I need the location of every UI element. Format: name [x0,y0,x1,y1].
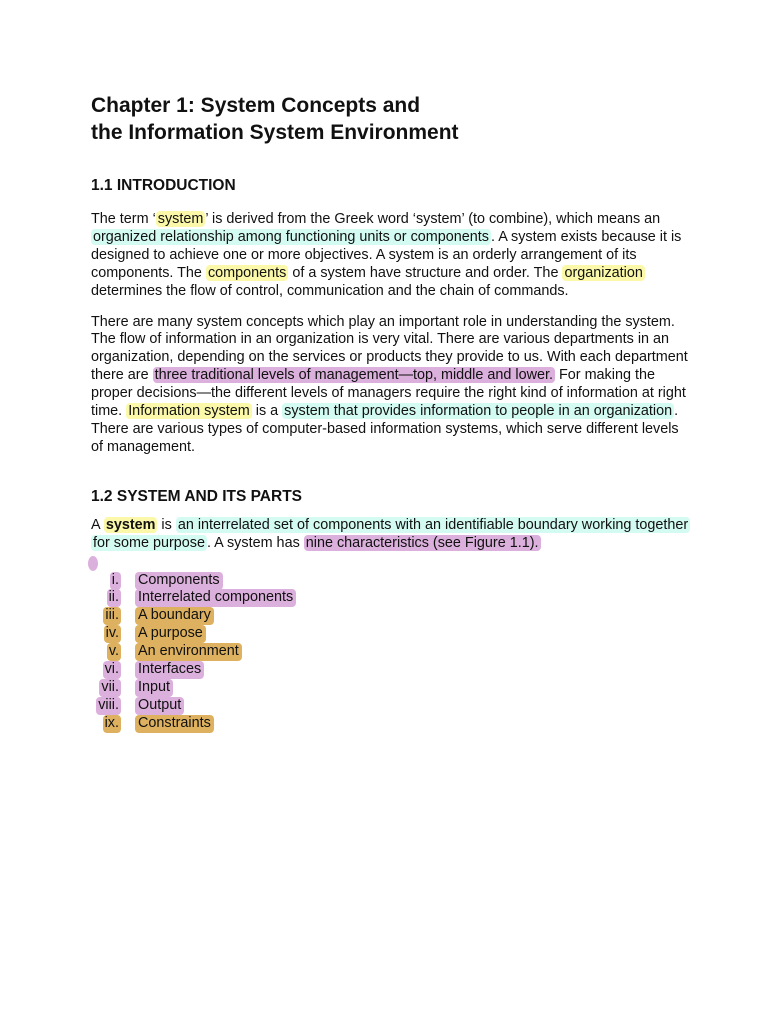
text-run: of a system have structure and order. The [288,264,563,281]
list-item-text: Constraints [135,715,214,733]
intro-paragraph-2 [91,314,690,457]
highlight-yellow: components [207,264,287,281]
text-run: . A system has [206,534,304,551]
list-item [91,589,690,607]
chapter-title-line-1: Chapter 1: System Concepts and [91,94,421,117]
list-numeral: vii. [101,678,119,695]
list-numeral-cell [91,625,121,643]
list-item [91,607,690,625]
list-item [91,661,690,679]
list-item [91,625,690,643]
list-item-text: Output [135,697,184,715]
list-numeral: ii. [108,589,119,606]
list-numeral-cell [91,572,121,590]
list-item-text: A purpose [135,625,206,643]
list-item-text: Interfaces [135,661,204,679]
list-numeral: viii. [98,696,119,713]
list-item-text: An environment [135,643,242,661]
chapter-title-line-2: the Information System Environment [91,121,459,144]
list-numeral-cell [91,643,121,661]
list-numeral-cell [91,589,121,607]
text-run: . There are various types of computer-based information systems, which serve different levels of management. [91,403,679,455]
list-numeral: iii. [105,607,119,624]
section-heading-introduction: 1.1 INTRODUCTION [91,177,236,194]
text-run: determines the flow of control, communication and the chain of commands. [91,282,569,299]
text-run: . A system exists because it is designed to achieve one or more objectives. A system is an orderly arrangement of its components. The [91,228,682,281]
list-item [91,572,690,590]
list-numeral-cell [91,697,121,715]
highlight-cyan: system that provides information to people in an organization [284,403,673,420]
stray-highlight-mark [88,556,98,571]
highlight-purple: three traditional levels of management—top, middle and lower. [154,367,553,384]
list-item-text: A boundary [135,607,214,625]
list-numeral-cell [91,679,121,697]
highlight-yellow-bold: system [105,516,156,533]
list-item [91,643,690,661]
text-run: A [91,516,104,533]
list-numeral: vi. [104,661,119,678]
text-run: The term ‘ [91,211,156,227]
text-run: There are many system concepts which play an important role in understanding the system. The flow of information in an organization is very vital. There are various departments in an organization, depending on the services or products they provide to us. With each department there are [91,313,688,384]
list-item [91,679,690,697]
highlight-yellow: system [157,211,204,227]
list-item [91,715,690,733]
text-run: ’ is derived from the Greek word ‘system’ (to combine), which means an [205,211,661,227]
list-numeral: i. [111,571,119,588]
list-item-text: Components [135,572,223,590]
characteristics-list [91,572,690,733]
list-numeral-cell [91,715,121,733]
list-item-text: Interrelated components [135,589,296,607]
intro-paragraph-1 [91,211,690,301]
list-numeral: v. [108,643,119,660]
parts-paragraph-1 [91,517,690,553]
highlight-yellow: Information system [128,403,250,420]
highlight-yellow: organization [564,264,643,281]
text-run: is [157,516,176,533]
list-numeral: iv. [105,625,119,642]
highlight-cyan: organized relationship among functioning units or components [93,228,489,245]
highlight-purple: nine characteristics (see Figure 1.1). [305,534,539,551]
text-run: For making the proper decisions—the different levels of managers require the right kind of information at right time. [91,367,686,420]
list-numeral-cell [91,607,121,625]
chapter-title [91,92,690,146]
text-run: is a [251,403,283,420]
list-numeral-cell [91,661,121,679]
list-numeral: ix. [104,714,119,731]
highlight-cyan: an interrelated set of components with an identifiable boundary working together for some purpose [93,516,689,551]
list-item-text: Input [135,679,173,697]
list-item [91,697,690,715]
section-heading-system-parts: 1.2 SYSTEM AND ITS PARTS [91,487,303,505]
